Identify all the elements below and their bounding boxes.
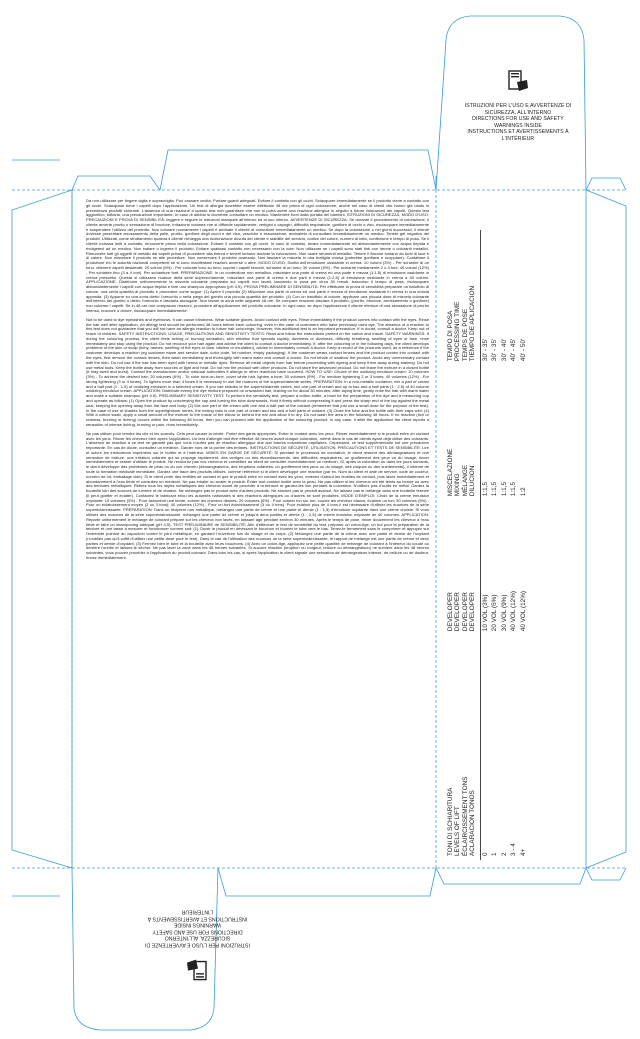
warning-notice	[463, 68, 573, 143]
cell-developer: 40 VOL (12%)	[520, 590, 527, 632]
header-levels-of-lift: TONI DI SCHIARITURA LEVELS OF LIFT ÉCLAIRCISSEMENT TONS ACLARACION TONOS	[444, 635, 480, 860]
cell-developer: 10 VOL (3%)	[481, 594, 489, 632]
notice-line: SICUREZZA, ALL'INTERNO	[484, 109, 552, 116]
cell-lift: 3 - 4	[510, 843, 518, 856]
cell-time: 30' - 35'	[491, 338, 499, 362]
cell-developer: 40 VOL (12%)	[510, 590, 518, 632]
book-with-hand-icon	[185, 957, 211, 983]
cell-mixing: 1:1,5	[500, 481, 508, 497]
notice-line: DIRECTIONS FOR USE AND SAFETY	[472, 116, 564, 123]
notice-line: INSTRUCTIONS ET AVERTISSEMENTS À	[147, 915, 248, 922]
table-row	[490, 230, 500, 860]
cell-time: 40' - 50'	[520, 338, 527, 362]
header-processing-time: TEMPO DI POSA PROCESSING TIME TEMPS DE POSE TIEMPO DE APLICACION	[444, 230, 480, 365]
cell-lift: 1	[491, 852, 499, 856]
header-mixing: MISCELAZIONE MIXING MÉLANGE DILUCION	[444, 365, 480, 500]
cell-mixing: 1:1,5	[510, 481, 518, 497]
notice-line: WARNINGS INSIDE	[494, 122, 542, 129]
mixing-table	[444, 230, 529, 860]
table-row	[480, 230, 490, 860]
notice-line: INSTRUCTIONS ET AVERTISSEMENTS À	[467, 129, 569, 136]
notice-line: ISTRUZIONI PER L'USO E AVVERTENZE DI	[145, 941, 250, 948]
instructions-french: Ne pas utiliser pour teindre les cils et les sourcils. Cela peut causer la cécité. Porter des gants appropriés. Éviter le contact avec les yeux. Rincer immédiatement si le produit entre en contact avec les yeux. Rincer les cheveux bien après l'application. Un test d'allergie doit être effectué 48 heures avant chaque coloration, même dans le cas de clients ayant déjà utilisé des colorants. L'absence de réaction à ce test ne garantit pas que vous n'aurez pas de réaction allergique due aux futures colorations capillaires. Cependant, ce test supplémentaire est une précaution importante. En cas de doute, consultez un médecin. Garder hors de la portée des enfants. INSTRUCTIONS DE SÉCURITÉ, UTILISATION, PRÉCAUTIONS ET TESTS DE SENSIBILITÉ: Lire et suivre les instructions imprimées sur le boîtier et à l'intérieur. MISES EN GARDE DE SÉCURITÉ: Si pendant le processus de coloration, le client ressent des démangeaisons et une sensation de brûlure, une irritation cutanée qui se propage rapidement, des vertiges ou des étourdissements, des difficultés respiratoires, un gonflement des yeux ou du visage, rincer immédiatement et cesser d'utiliser le produit. Ne recolorez pas vos cheveux et conseillez au client de consulter immédiatement un médecin. Si, après la coloration ou dans les jours suivants, le client développe des problèmes de peau ou du cuir chevelu (démangeaisons, des éruptions cutanées, un gonflement des yeux ou du visage, des cloques ou des suintements), il informe de toute la formation médicale immédiate. Gardez une trace des produits utilisés, comme référence si le client développe une réaction (par ex. Nom du client et date de service, code de couleur, numéro de lot, emballage vide). Si le client porte des lentilles de contact et que le produit entre en contact avec les yeux, enlevez d'abord les lentilles de contact, puis lavez immédiatement et abondamment à l'eau tiède et consultez un médecin. Ne pas inhaler ou avaler le produit. Éviter tout contact inutile avec la peau. Ne pas utiliser si les cheveux ont été teints au henné ou avec des teintures métalliques. Retirez tous les objets métalliques des cheveux avant de procéder à la teinture et gardez-les loin pendant la coloration. N'utilisez pas d'outils en métal. Gardez la bouteille loin des sources de lumière et de chaleur. Ne mélangez pas le produit avec d'autres produits. Ne stockez pas le produit avancé. Ne laissez pas le mélange dans une bouteille fermée (il peut gonfler et éclater). Contactez le fabricant et/ou les autorités nationales si des réactions allergiques ou d'autres se sont produites. MODE D'EMPLOI: Choix de la crème émulsion oxydante: 10 volumes (3%) - Pour assombrir une teinte, colorer les cheveux désirés; 20 volumes (6%) - Pour colorer ton sur ton, couvrir les cheveux blancs, éclaircir un ton; 30 volumes (9%) - Pour un éclaircissement moyen (2 ou 3 tons); 40 volumes (12%) - Pour un fort éclaircissement (3 ou 4 tons). Pour éclaircir plus de 4 tons il est nécessaire d'utiliser les nuances de la série superéclaircissante. PRÉPARATION: Dans un récipient non métallique, mélangez une partie de crème et une partie et demie (1 : 1,5) d'émulsion oxydante dans une crème choisie. Si vous utilisez des nuances de la série superéclaircissante, mélangez une partie de crème et jusqu'à deux parties et demie (1 : 2,5) de crème émulsion oxydante de 40 volumes. APPLICATION: Répartir uniformément le mélange de colorant préparé sur les cheveux non lavés, en laissant agir pendant environ 30 minutes. Après le temps de pose, rincer doucement les cheveux à l'eau tiède et faire un shampooing adéquat (pH 4,5). TEST PRÉLIMINAIRE de SENSIBILITÉ: Afin d'effectuer le test de sensibilité du test, préparer un coton-tige, un bol pour la préparation de la teinture et une tasse à mesurer et fonctionner comme suit: (1) Ouvrir le produit en dévissant le bouchon et tourner le tube vers le bas. Tenez-le fermement sans le comprimer et appuyez sur l'extrémité pointue du capuchon contre le joint métallique, en gardant l'ouverture loin du visage et du corps. (2) Mélangez une partie de la crème avec une partie et demie de l'oxydant (n'oubliez pas qu'il suffit d'utiliser une petite dose pour le test). Dans le cas de l'utilisation des nuances de la série superéclaircissante, le rapport de mélange est une partie de crème et deux parties et demie d'oxydant. (3) Fermez bien le tube et la bouteille avec leurs bouchons. (4) Avec un coton-tige, appliquez une petite quantité de mélange de colorant à l'intérieur du coude ou derrière l'oreille et laissez-le sécher. Ne pas laver la zone dans les 48 heures suivantes. Si aucune réaction (irruption ou rougeur, brûlure ou démangeaison) ne survient dans les 48 heures suivantes, vous pouvez procéder à l'application du produit colorant. Dans tous les cas, si après l'application le client signale une sensation de démangeaison intense, de brûlure ou de douleur, rincez immédiatement.	[86, 430, 429, 561]
notice-line: ISTRUZIONI PER L'USO E AVVERTENZE DI	[464, 103, 572, 109]
cell-time: 30' - 40'	[500, 338, 508, 362]
mixing-table-panel	[444, 230, 527, 860]
cell-mixing: 1:2	[520, 487, 527, 497]
cell-time: 40' - 45'	[510, 338, 518, 362]
cell-developer: 30 VOL (9%)	[500, 594, 508, 632]
notice-line: SICUREZZA, ALL'INTERNO	[164, 934, 231, 941]
header-developer: DEVELOPER DEVELOPER DEVELOPER DEVELOPER	[444, 500, 480, 635]
cell-lift: 2	[500, 852, 508, 856]
warning-notice-flipped	[140, 908, 255, 983]
table-row	[509, 230, 519, 860]
notice-line: DIRECTIONS FOR USE AND SAFETY	[152, 928, 243, 935]
table-row	[519, 230, 529, 860]
instructions-english: Not to be used to dye eyelashes and eyebrows. It can cause blindness. Wear suitable gloves. Avoid contact with eyes. Rinse immediately if the product comes into contact with the eyes. Rinse the hair well after application. An allergy test should be performed 48 hours before each colouring, even in the case of customers who have previously used dye. The absence of a reaction to this test does not guarantee that you will not have an allergic reaction to future hair colourings. However, this additional test is an important precaution. If in doubt, consult a doctor. Keep out of reach of children. SAFETY INSTRUCTIONS, USAGE, PRECAUTIONS AND SENSITIVITY TESTS: Read and follow the instructions printed on the carton and inside. SAFETY WARNINGS: If during the colouring process, the client feels itching or burning sensation, skin irritation that spreads rapidly, dizziness or dizziness, difficulty breathing, swelling of eyes or face, rinse immediately and stop using the product. Do not recolour your hair again and advise the client to consult a doctor immediately. If, after the colouring or in the following days, the client develops problems of the skin or scalp (itchy, rashes, swelling of the eyes or face, blisters or exudation), advise to immediately consult a doctor. Keep a record of the products used, as a reference if the customer develops a reaction (eg customer name and service date, color code, lot number, empty packaging). If the customer wears contact lenses and the product comes into contact with the eyes, first remove the contact lenses, then wash immediately and thoroughly with warm water and consult a doctor. Do not inhale or swallow the product. Avoid any unnecessary contact with the skin. Do not use if the hair has been dyed with henna or metallic dyes. Remove all metal objects from hair before proceeding with dyeing and keep them away during staining. Do not use metal tools. Keep the bottle away from sources of light and heat. Do not mix the product with other products. Do not store the advanced product. Do not leave the mixture in a closed bottle (it may swell and burst). Contact the manufacturer and/or national authorities if allergic or other reactions have occurred. HOW TO USE: Choice of the oxidizing emulsion cream: 10 volumes (3%) - To achieve the desired hair; 20 volumes (6%) - To color tone-on-tone, cover white hair, lighten a tone; 30 volumes (9%) - For medium lightening 2 or 3 tones; 40 volumes (12%) - For strong lightening (3 or 4 tones). To lighten more than 4 tones it is necessary to use the nuances of the superschiarente series. PREPARATION: In a non-metallic container, mix a part of cream and a half part (1 : 1.5) of oxidizing emulsion in a selected cream. If you use shades of the superschiarente series, mix one part of cream and up to two and a half parts (1 : 2.5) of 40 volume oxidizing emulsion cream. APPLICATION: Distribute evenly the dye mixture prepared on unwashed hair, leaving on for about 30 minutes; after laying time, gently rinse the hair with warm water and make a suitable shampoo (pH 4.5). PRELIMINARY SENSITIVITY TEST: To perform the sensitivity test, prepare a cotton bottle, a bowl for the preparation of the dye and a measuring cup and operate as follows: (1) Open the product by unscrewing the cap and turning the tube downwards. Hold it firmly without compressing it and press the sharp end of the tap against the metal seal, keeping the opening away from the face and body. (2) Mix one part of the cream with one and a half part of the oxidant (remember that just use a small dose for the purpose of the test). In the case of use of shades from the superlightener series, the mixing ratio is one part of cream and two and a half parts of oxidant. (3) Close the tube and the bottle with their caps well. (4) With a cotton swab, apply a small amount of the mixture to the inside of the elbow or behind the ear and allow it to dry. Do not wash the area in the following 48 hours. If no reaction (itch or redness, burning or itching) occurs within the following 48 hours, then you can proceed with the application of the colouring product. In any case, if after the application the client reports a sensation of intense itching, burning or pain, rinse immediately.	[86, 316, 429, 427]
notice-line: L'INTÉRIEUR	[501, 135, 535, 142]
notice-line: WARNINGS INSIDE	[173, 921, 222, 928]
cell-lift: 4+	[520, 848, 527, 856]
instructions-text	[86, 199, 429, 861]
book-with-hand-icon	[505, 68, 531, 94]
cell-lift: 0	[481, 852, 489, 856]
cell-time: 30' - 35'	[481, 338, 489, 362]
cell-mixing: 1:1,5	[481, 481, 489, 497]
notice-line: L'INTÉRIEUR	[181, 908, 214, 915]
instructions-italian: Da non utilizzare per tingere ciglia e sopracciglia. Può causare cecità. Portare guanti adeguati. Evitare il contatto con gli occhi. Sciacquare immediatamente se il prodotto viene a contatto con gli occhi. Sciacquare bene i capelli dopo l'applicazione. Un test di allergia dovrebbe essere effettuato 48 ore prima di ogni colorazione, anche nel caso di clienti che hanno già usato in precedenza prodotti coloranti. L'assenza di una reazione a questo test non garantisce che non si potrà avere una reazione allergica in seguito a future colorazioni dei capelli. Questo test aggiuntivo, tuttavia, una precauzione importante. In caso di dubbio si dovrebbe consultare un medico. Mantenere fuori dalla portata dei bambini. ISTRUZIONI DI SICUREZZA, MODO D'USO, PRECAUZIONI E PROVA DI SENSIBILITÀ: leggere e seguire le istruzioni stampate all'interno ed al suo interno. AVVERTENZE DI SICUREZZA: Se durante il procedimento di colorazione, il cliente avverte prurito o sensazione di bruciore, irritazione cutanea che si diffonde rapidamente, vertigini o capogiri, difficoltà respiratorie, gonfiore di occhi o viso, risciacquare immediatamente e sospendere l'utilizzo del prodotto. Non colorare nuovamente i capelli e avvisate il cliente di consultare immediatamente un medico. Se dopo la colorazione o nei giorni successivi, il cliente dovesse presentare arrossamento della pelle, prurito, gonfiore degli occhi e del viso, vesciche o essudazione, avvisatelo di consultare immediatamente un medico. Tenete gel negativo dei prodotti. Utilizzati, come sfruttamento qualora il cliente richiegga una ricolorazione dovuta del cliente e stabilite del servizio, codice del colore, numero di lotto, confezione e tempo di posa. Se il cliente indossa lenti a contatto, rimuoverle prima della colorazione. Evitare il contatto con gli occhi. In caso di contatto, lavare immediatamente ed abbondantemente con acqua tiepida e rivolgetevi ad un medico. Non inalare o ingerire il prodotto. Evitare qualsiasi contatto non necessario con la cute. Non utilizzare se i capelli sono stati tinti con henné o coloranti metallici. Rimuovere tutti gli oggetti di metallo dai capelli prima di procedere alla tintura e tenerli lontano durante la colorazione. Non usare strumenti metallici. Tenere il flacone lontano da fonti di luce e di calore. Non miscelare il prodotto se alle procedure. Non conservare il prodotto avanzato. Non lasciare la miscela in una bottiglia chiusa (potrebbe gonfiarsi e scoppiare). Contattare il produttore e/o le autorità nazionali competenti se si sono manifestate reazioni avverse o altre. MODO D'USO: Scelta dell'emulsione ossidante in crema: 10 volumi (3%) - Per schiarire di un tono, ottenere capelli desiderati; 20 volumi (6%) - Per colorare tono su tono, coprire i capelli bianchi, schiarire di un tono; 30 volumi (9%) - Per schiarire mediamente 2 o 3 toni; 40 volumi (12%) - Per schiarire fino (3 a 4 toni). Per schiariture forti. PREPARAZIONE: In un contenitore non metallico, miscelare una parte di crema ed una parte e mezza (1:1,5) di emulsione ossidante in crema prescelta. Questa si utilizzano nuance della serie superschiarente, miscelare una parte di crema e due parti e mezza (1:2,5) di emulsione ossidante in crema a 40 volumi. APPLICAZIONE: Distribuire uniformemente la miscela colorante preparata sui capelli non lavati, lasciando in posa per circa 30 minuti, trascorso il tempo di posa, risciacquare abbondantemente i capelli con acqua tiepida e fare uno shampoo appropriato (pH 4,5). PROVA PRELIMINARE DI SENSIBILITÀ: Per effettuare la prova di sensibilità preparare un batuffolo di cotone, una certa quantità di prodotto e procedere come segue: (1) Aprire il prodotto (2) Miscelare una parte di crema ed una parte e mezza di emulsione ossidante in crema in una ciotola apposita. (3) Apporre su una zona dietro l'orecchio o nella piega del gomito una piccola quantità del prodotto. (4) Con un batuffolo di cotone, applicare una piccola dose di miscela colorante dell'interno del gomito o dietro l'orecchio e lasciarla asciugare. Non lavare la zona nelle seguenti 48 ore. Se compare reazione lasciare il prodotto, (prurito, bruciore, arrossamento o gonfiore) non colorare i capelli. Se in 48 ore non compaiono reazioni, procedere all'applicazione del prodotto colorante. In ogni caso, se dopo l'applicazione il cliente riferisce di una sensazione di prurito intenso, bruciore o dolore, risciacquare immediatamente.	[86, 199, 429, 313]
cell-developer: 20 VOL (6%)	[491, 594, 499, 632]
table-row	[500, 230, 510, 860]
cell-mixing: 1:1,5	[491, 481, 499, 497]
